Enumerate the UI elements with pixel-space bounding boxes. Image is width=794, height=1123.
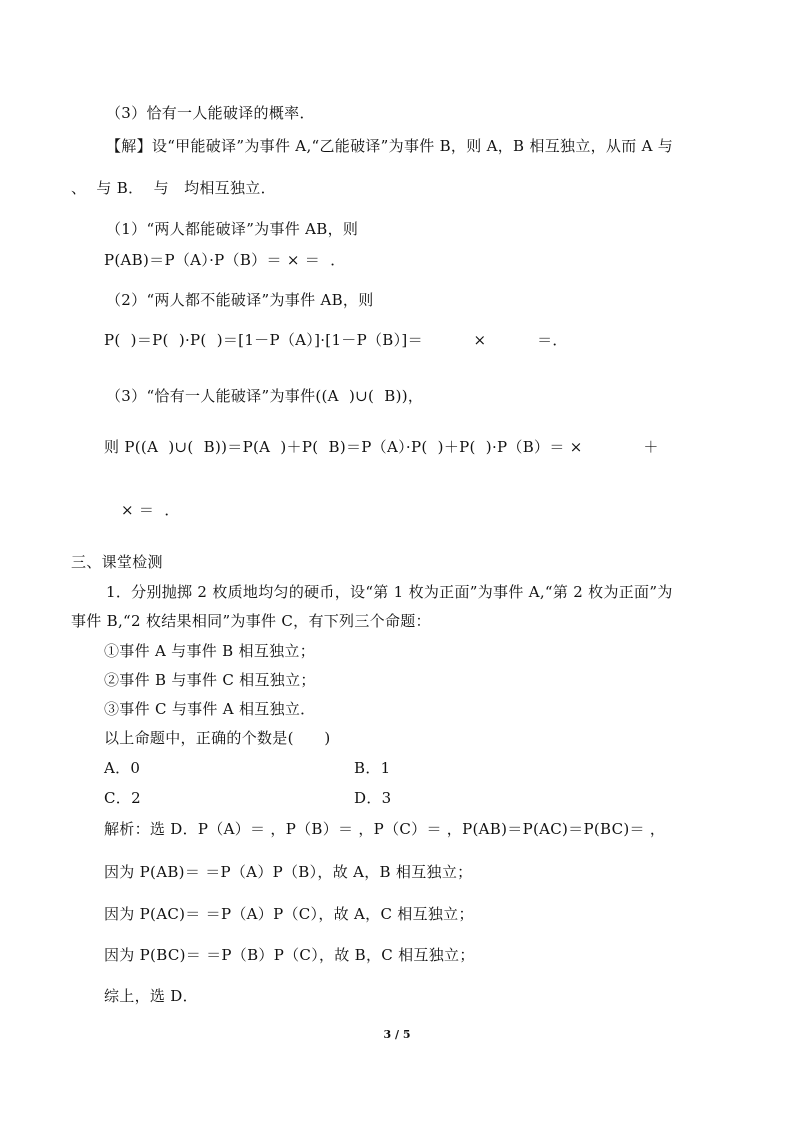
text-line: （3）“恰有一人能破译”为事件((A )∪( B))，: [106, 387, 424, 405]
option-c: C．2: [104, 789, 141, 807]
text-line: （2）“两人都不能破译”为事件 AB，则: [106, 291, 374, 309]
question-prompt: 以上命题中，正确的个数是( ): [104, 729, 331, 747]
text-line: （3）恰有一人能破译的概率．: [106, 104, 315, 122]
page-number: 3 / 5: [383, 1028, 411, 1041]
text-line: 、 与 B． 与 均相互独立．: [71, 179, 276, 197]
option-d: D．3: [354, 789, 392, 807]
question-text: 1．分别抛掷 2 枚质地均匀的硬币，设“第 1 枚为正面”为事件 A,“第 2 枚为正面”为: [106, 583, 673, 601]
section-heading: 三、课堂检测: [71, 553, 163, 571]
option-b: B．1: [354, 759, 391, 777]
question-text: 事件 B,“2 枚结果相同”为事件 C，有下列三个命题：: [71, 612, 431, 630]
solution-line: 解析：选 D．P（A）＝ ，P（B）＝ ，P（C）＝ ，P(AB)＝P(AC)＝P(BC)＝ ，: [104, 820, 666, 838]
proposition-3: ③事件 C 与事件 A 相互独立．: [104, 700, 316, 718]
proposition-2: ②事件 B 与事件 C 相互独立；: [104, 671, 316, 689]
solution-line: 因为 P(AC)＝ ＝P（A）P（C），故 A，C 相互独立；: [104, 905, 474, 923]
text-line: 【解】设“甲能破译”为事件 A,“乙能破译”为事件 B，则 A，B 相互独立，从而 A 与: [106, 137, 674, 155]
text-line: × ＝ ．: [121, 501, 180, 519]
proposition-1: ①事件 A 与事件 B 相互独立；: [104, 642, 316, 660]
option-a: A．0: [104, 759, 141, 777]
text-line: P( )＝P( )·P( )＝[1－P（A）]·[1－P（B）]＝ × ＝．: [104, 331, 568, 349]
text-line: P(AB)＝P（A）·P（B）＝ × ＝ ．: [104, 251, 346, 269]
text-line: 则 P((A )∪( B))＝P(A )＋P( B)＝P（A）·P( )＋P( )·P（B）＝ × ＋: [104, 438, 659, 456]
solution-line: 因为 P(AB)＝ ＝P（A）P（B），故 A，B 相互独立；: [104, 863, 473, 881]
text-line: （1）“两人都能破译”为事件 AB，则: [106, 220, 359, 238]
solution-line: 因为 P(BC)＝ ＝P（B）P（C），故 B，C 相互独立；: [104, 946, 475, 964]
solution-line: 综上，选 D．: [104, 987, 198, 1005]
